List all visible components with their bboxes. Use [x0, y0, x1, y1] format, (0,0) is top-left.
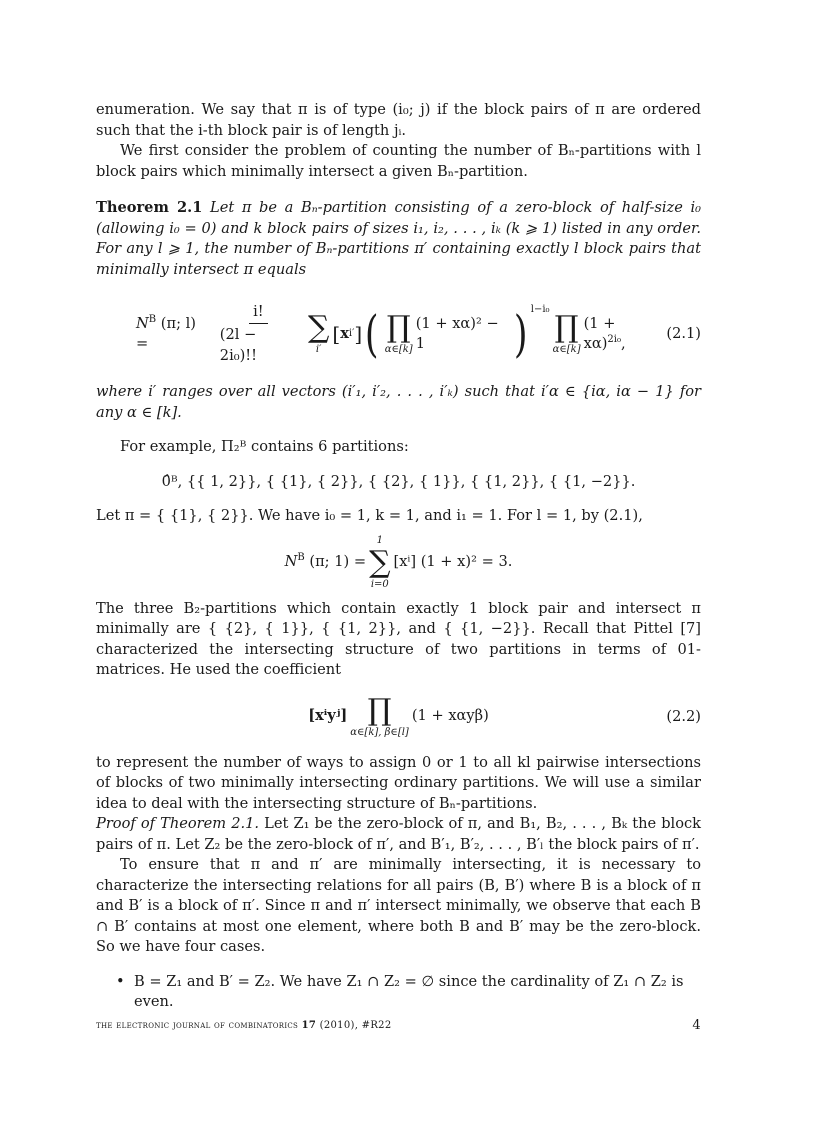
eq1-coefficient: x	[340, 324, 349, 342]
equation-2-1	[96, 294, 701, 374]
eq1-product-operator-2: ∏ α∈[k]	[552, 310, 581, 355]
eq1-sum-operator: ∑ i′	[307, 310, 330, 355]
example-intro: For example, Π₂ᴮ contains 6 partitions:	[120, 438, 409, 455]
where-clause: where i′ ranges over all vectors (i′₁, i′₂, . . . , i′ₖ) such that i′α ∈ {iα, iα − 1} for any α ∈ [k].	[96, 383, 701, 421]
footer-journal: the electronic journal of combinatorics	[96, 1020, 299, 1031]
eq2-product-operator: ∏ α∈[k], β∈[l]	[350, 692, 409, 738]
bullet-icon: •	[116, 972, 125, 990]
eq1-product-body-1: (1 + xα)² − 1	[415, 314, 499, 352]
theorem-2-1	[96, 198, 701, 280]
proof-text: Let Z₁ be the zero-block of π, and B₁, B₂, . . . , Bₖ the block pairs of π. Let Z₂ be the zero-block of π′, and B′₁, B′₂, . . . , B′ₗ the block pairs of π′.	[96, 815, 702, 853]
equation-number-2-2: (2.2)	[666, 707, 701, 725]
example-partition-list: 0̂ᴮ, {{ 1, 2}}, { {1}, { 2}}, { {2}, { 1}}, { {1, 2}}, { {1, −2}}.	[161, 472, 636, 490]
eq2-product-body: (1 + xαyβ)	[411, 707, 489, 725]
eq1-fraction-numerator: i!	[249, 302, 268, 325]
paragraph-counting-intro: We first consider the problem of counting the number of Bₙ-partitions with l block pairs which minimally intersect a given Bₙ-partition.	[96, 142, 701, 180]
page-number: 4	[692, 1018, 701, 1033]
eq2-coefficient: [xⁱyʲ]	[308, 707, 348, 725]
eq1-fraction	[216, 302, 301, 367]
paragraph-assign: to represent the number of ways to assign 0 or 1 to all kl pairwise intersections of blocks of two minimally intersecting ordinary partitions. We will use a similar idea to deal with the intersecting structure of Bₙ-partitions.	[96, 753, 701, 812]
eqx-sum-operator: 1 ∑ i=0	[369, 534, 391, 590]
page-body	[96, 100, 701, 1013]
equation-2-2-body	[136, 691, 661, 743]
footer-volume: 17	[301, 1020, 317, 1031]
paragraph-ensure: To ensure that π and π′ are minimally intersecting, it is necessary to characterize the intersecting relations for all pairs (B, B′) where B is a block of π and B′ is a block of π′. Since π and π′ intersect minimally, we observe that each B ∩ B′ contains at most one element, where both B and B′ may be the zero-block. So we have four cases.	[96, 856, 701, 955]
proof-paragraph	[96, 814, 701, 855]
eq1-product-body-2: $(1 + x\alpha)^{2i_0}$,	[583, 314, 626, 352]
equation-example	[96, 535, 701, 591]
equation-number-2-1: (2.1)	[666, 324, 701, 342]
page-footer	[96, 1020, 701, 1031]
eq1-lhs: $N^B$ (π; l) =	[136, 313, 196, 352]
theorem-text: Let π be a Bₙ-partition consisting of a zero-block of half-size i₀ (allowing i₀ = 0) and k block pairs of sizes i₁, i₂, . . . , iₖ (k ⩾ 1) listed in any order. For any l ⩾ 1, the number of Bₙ-partitions π′ containing exactly l block pairs that minimally intersect π equals	[96, 199, 702, 278]
paragraph-three-partitions: The three B₂-partitions which contain exactly 1 block pair and intersect π minimally are { {2}, { 1}}, { {1, 2}}, and { {1, −2}}. Recall that Pittel [7] characterized the intersecting structure of two partitions in terms of 01-matrices. He used the coefficient	[96, 599, 701, 678]
footer-year-id: (2010), #R22	[319, 1020, 392, 1031]
theorem-label: Theorem 2.1	[96, 199, 203, 216]
equation-2-2	[96, 691, 701, 743]
case-list-item	[96, 972, 701, 1013]
let-pi-statement: Let π = { {1}, { 2}}. We have i₀ = 1, k = 1, and i₁ = 1. For l = 1, by (2.1),	[96, 507, 643, 524]
eq1-product-operator-1: ∏ α∈[k]	[384, 310, 413, 355]
equation-2-1-body: $N^B$ (π; l) = $\frac{i!}{\text{(2l − 2i₀)!!}}$ ∑ i′ [ x i′ ] ( ∏ α∈[k] (1 + xα)² − 1 ) $^{l-i_0}$ ∏ α∈[k] $(1 + x\alpha)^{2i_0}$,	[136, 294, 661, 374]
case-1-text: B = Z₁ and B′ = Z₂. We have Z₁ ∩ Z₂ = ∅ since the cardinality of Z₁ ∩ Z₂ is even.	[134, 972, 684, 1010]
eqx-body: [xⁱ] (1 + x)² = 3.	[393, 553, 513, 571]
eq1-fraction-denominator: (2l − 2i₀)!!	[219, 326, 258, 364]
paragraph-enumeration: enumeration. We say that π is of type (i₀; j) if the block pairs of π are ordered such that the i-th block pair is of length jᵢ.	[96, 101, 701, 139]
eqx-lhs: $N^B$ (π; 1) =	[284, 552, 367, 571]
proof-label: Proof of Theorem 2.1.	[96, 815, 260, 832]
